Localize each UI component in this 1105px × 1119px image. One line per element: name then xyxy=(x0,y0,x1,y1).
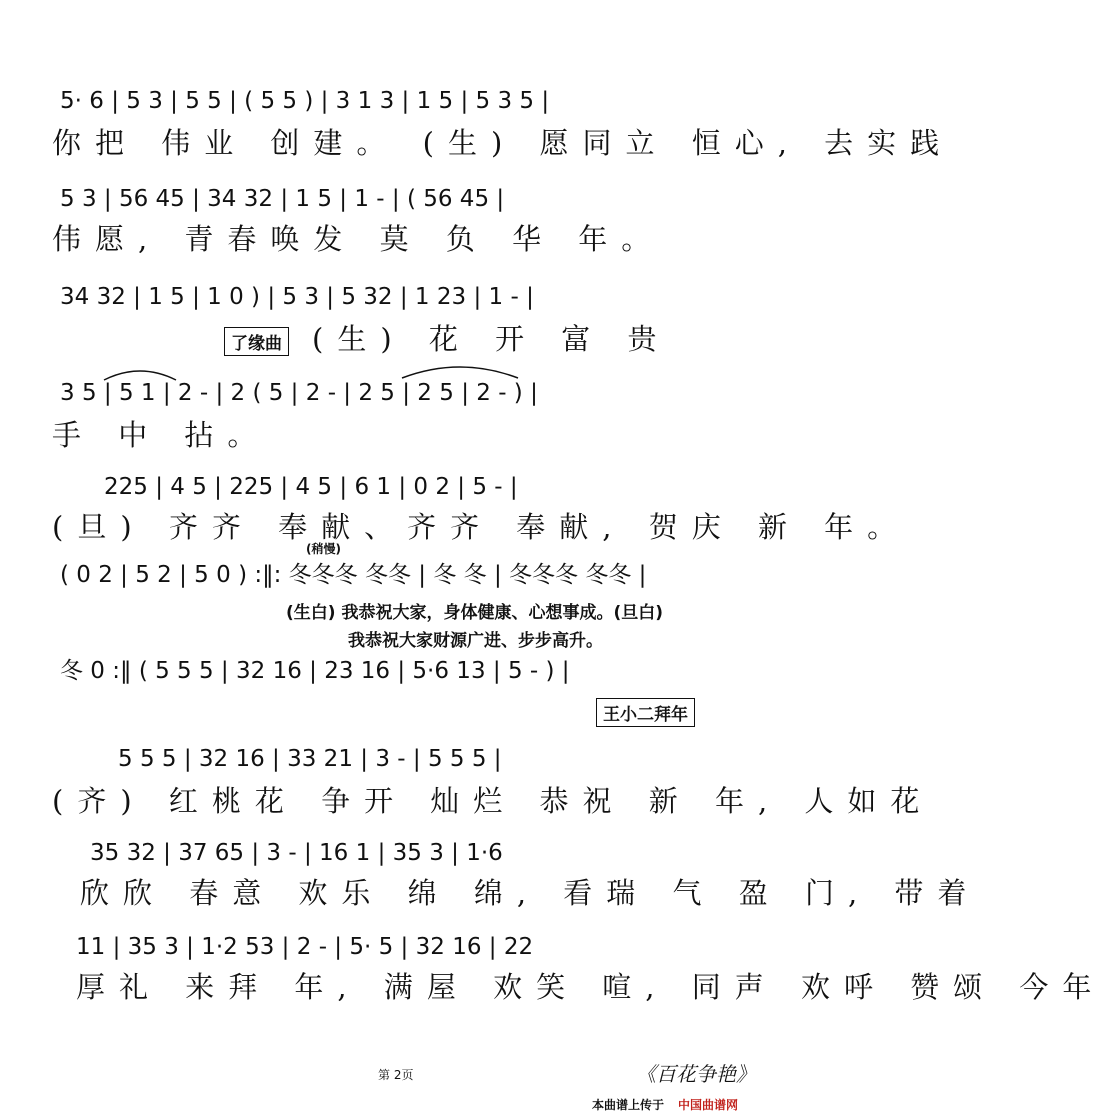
melody-text: 5· 6 | 5 3 | 5 5 | ( 5 5 ) | 3 1 3 | 1 5 | 5 3 5 | xyxy=(60,88,550,114)
melody-line-7 xyxy=(0,658,790,698)
melody-text: 35 32 | 37 65 | 3 - | 16 1 | 35 3 | 1·6 xyxy=(90,840,503,866)
dialogue-line-2: 我恭祝大家财源广进、步步高升。 xyxy=(348,631,603,651)
lyric-line-2 xyxy=(0,222,790,262)
lyric-text: 手 中 拈。 xyxy=(52,418,271,452)
melody-text: 225 | 4 5 | 225 | 4 5 | 6 1 | 0 2 | 5 - | xyxy=(104,474,518,500)
lyric-text: 欣欣 春意 欢乐 绵 绵, 看瑞 气 盈 门, 带着 xyxy=(80,876,981,910)
lyric-text: (齐) 红桃花 争开 灿烂 恭祝 新 年, 人如花 xyxy=(52,784,934,818)
melody-text: ( 0 2 | 5 2 | 5 0 ) :‖: 冬冬冬 冬冬 | 冬 冬 | 冬冬冬 冬冬 | xyxy=(60,562,647,588)
lyric-line-1 xyxy=(0,126,954,166)
melody-line-3 xyxy=(0,284,790,324)
lyric-text: 伟愿, 青春唤发 莫 负 华 年。 xyxy=(52,222,665,256)
melody-text: 5 5 5 | 32 16 | 33 21 | 3 - | 5 5 5 | xyxy=(118,746,502,772)
melody-text: 11 | 35 3 | 1·2 53 | 2 - | 5· 5 | 32 16 | 22 xyxy=(76,934,534,960)
melody-text: 3 5 | 5 1 | 2 - | 2 ( 5 | 2 - | 2 5 | 2 5 | 2 - ) | xyxy=(60,380,538,406)
lyric-line-9 xyxy=(0,876,981,916)
melody-line-9 xyxy=(0,840,790,880)
melody-line-5 xyxy=(0,474,790,514)
site-logo: 中国曲谱网 xyxy=(678,1098,739,1112)
melody-line-1 xyxy=(0,88,790,128)
tune-label-box: 王小二拜年 xyxy=(596,698,695,727)
tune-label-box: 了缘曲 xyxy=(224,327,289,356)
melody-line-6 xyxy=(0,562,790,602)
tempo-mark: (稍慢) xyxy=(306,542,341,556)
upload-note: 本曲谱上传于 xyxy=(592,1098,665,1112)
melody-text: 5 3 | 56 45 | 34 32 | 1 5 | 1 - | ( 56 45 | xyxy=(60,186,505,212)
lyric-line-5 xyxy=(0,510,911,550)
lyric-text: 你把 伟业 创建。 (生) 愿同立 恒心, 去实践 xyxy=(52,126,954,160)
lyric-text: (旦) 齐齐 奉献、齐齐 奉献, 贺庆 新 年。 xyxy=(52,510,911,544)
lyric-line-10 xyxy=(0,970,1105,1010)
book-title: 《百花争艳》 xyxy=(636,1062,756,1086)
page-number: 第 2页 xyxy=(378,1068,414,1082)
slur-mark xyxy=(400,356,540,380)
slur-mark xyxy=(100,362,260,382)
melody-line-2 xyxy=(0,186,790,226)
melody-line-4 xyxy=(0,380,790,420)
lyric-text: (生) 花 开 富 贵 xyxy=(312,322,671,356)
melody-text: 34 32 | 1 5 | 1 0 ) | 5 3 | 5 32 | 1 23 | 1 - | xyxy=(60,284,534,310)
melody-line-10 xyxy=(0,934,790,974)
melody-text: 冬 0 :‖ ( 5 5 5 | 32 16 | 23 16 | 5·6 13 | 5 - ) | xyxy=(60,658,570,684)
lyric-line-3 xyxy=(0,322,790,362)
lyric-line-4 xyxy=(0,418,790,458)
melody-line-8 xyxy=(0,746,790,786)
lyric-text: 厚礼 来拜 年, 满屋 欢笑 喧, 同声 欢呼 赞颂 今年 xyxy=(76,970,1105,1004)
dialogue-line-1: (生白) 我恭祝大家，身体健康、心想事成。(旦白) xyxy=(286,603,663,623)
lyric-line-8 xyxy=(0,784,934,824)
